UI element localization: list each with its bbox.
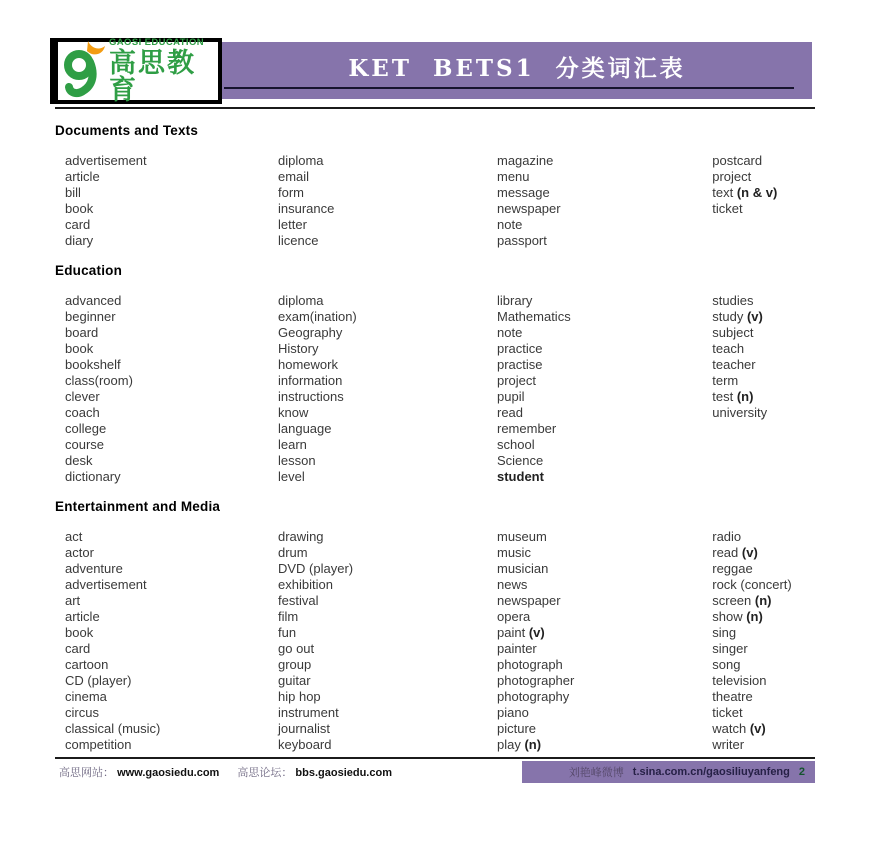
- word-item: board: [65, 325, 99, 340]
- word-item: level: [278, 469, 305, 484]
- word-item: drum: [278, 545, 308, 560]
- word-item: note: [497, 217, 523, 232]
- word-item: advertisement: [65, 577, 147, 592]
- word-item: course: [65, 437, 105, 452]
- word-item: magazine: [497, 153, 554, 168]
- page-footer: [55, 757, 815, 783]
- site-label: 高思网站：: [59, 767, 114, 779]
- word-item: play (n): [497, 737, 542, 752]
- word-column: [65, 293, 278, 485]
- word-item: competition: [65, 737, 132, 752]
- word-item: remember: [497, 421, 557, 436]
- section-title: Entertainment and Media: [55, 499, 221, 514]
- word-item: news: [497, 577, 528, 592]
- section-title: Education: [55, 263, 123, 278]
- word-column: [278, 529, 497, 753]
- logo-brand-cn: 高思教育: [109, 48, 196, 106]
- word-item: picture: [497, 721, 537, 736]
- title-underline: [224, 87, 794, 89]
- word-item: exhibition: [278, 577, 333, 592]
- word-item: read: [497, 405, 524, 420]
- word-item: advertisement: [65, 153, 147, 168]
- word-item: instructions: [278, 389, 344, 404]
- word-item: information: [278, 373, 343, 388]
- word-item: advanced: [65, 293, 122, 308]
- word-item: project: [497, 373, 537, 388]
- word-item: diploma: [278, 293, 324, 308]
- word-item: television: [712, 673, 767, 688]
- word-item: adventure: [65, 561, 123, 576]
- word-item: licence: [278, 233, 319, 248]
- word-item: drawing: [278, 529, 324, 544]
- word-item: writer: [712, 737, 745, 752]
- header-banner: [222, 42, 812, 99]
- logo-text: [109, 38, 214, 105]
- word-item: song: [712, 657, 741, 672]
- word-item: passport: [497, 233, 547, 248]
- word-column: [712, 293, 815, 485]
- word-item: DVD (player): [278, 561, 354, 576]
- word-item: screen (n): [712, 593, 772, 608]
- word-item: actor: [65, 545, 94, 560]
- word-column: [278, 293, 497, 485]
- word-item: teacher: [712, 357, 756, 372]
- word-item: read (v): [712, 545, 758, 560]
- word-item: exam(ination): [278, 309, 357, 324]
- gaosi-logo: [50, 38, 222, 104]
- word-item: photograph: [497, 657, 563, 672]
- word-item: book: [65, 201, 94, 216]
- word-item: musician: [497, 561, 549, 576]
- footer-weibo-box: [522, 761, 815, 783]
- word-item: project: [712, 169, 752, 184]
- word-item: piano: [497, 705, 529, 720]
- weibo-label: 刘艳峰微博: [568, 767, 624, 779]
- word-grid: [55, 153, 815, 249]
- word-item: newspaper: [497, 201, 561, 216]
- word-item: library: [497, 293, 533, 308]
- word-item: fun: [278, 625, 297, 640]
- word-column: [65, 153, 278, 249]
- word-item: book: [65, 341, 94, 356]
- word-item: art: [65, 593, 81, 608]
- word-item: subject: [712, 325, 754, 340]
- word-item: theatre: [712, 689, 753, 704]
- word-item: rock (concert): [712, 577, 792, 592]
- word-item: music: [497, 545, 531, 560]
- word-item: diary: [65, 233, 94, 248]
- word-item: cinema: [65, 689, 107, 704]
- word-item: CD (player): [65, 673, 132, 688]
- word-item: letter: [278, 217, 307, 232]
- word-item: act: [65, 529, 83, 544]
- word-item: insurance: [278, 201, 335, 216]
- word-item: singer: [712, 641, 748, 656]
- word-column: [497, 293, 712, 485]
- word-item: class(room): [65, 373, 133, 388]
- word-grid: [55, 529, 815, 753]
- word-column: [278, 153, 497, 249]
- word-item: ticket: [712, 705, 743, 720]
- word-item: dictionary: [65, 469, 121, 484]
- word-item: hip hop: [278, 689, 321, 704]
- word-item: festival: [278, 593, 319, 608]
- word-item: guitar: [278, 673, 311, 688]
- word-item: paint (v): [497, 625, 545, 640]
- footer-site: [59, 764, 219, 780]
- page-title: KET BETS1 分类词汇表: [348, 55, 686, 82]
- word-item: learn: [278, 437, 307, 452]
- word-item: Science: [497, 453, 544, 468]
- word-item: school: [497, 437, 535, 452]
- site-url: www.gaosiedu.com: [117, 767, 220, 779]
- word-item: Geography: [278, 325, 343, 340]
- word-item: article: [65, 609, 100, 624]
- word-item: book: [65, 625, 94, 640]
- word-item: instrument: [278, 705, 339, 720]
- word-item: clever: [65, 389, 100, 404]
- word-grid: [55, 293, 815, 485]
- word-item: group: [278, 657, 312, 672]
- word-item: practice: [497, 341, 543, 356]
- word-item: pupil: [497, 389, 525, 404]
- footer-links: [55, 759, 392, 780]
- word-item: classical (music): [65, 721, 161, 736]
- word-item: test (n): [712, 389, 754, 404]
- word-item: diploma: [278, 153, 324, 168]
- word-item: Mathematics: [497, 309, 571, 324]
- forum-url: bbs.gaosiedu.com: [295, 767, 392, 779]
- word-item: desk: [65, 453, 93, 468]
- word-item: sing: [712, 625, 737, 640]
- word-item: term: [712, 373, 739, 388]
- word-item: form: [278, 185, 304, 200]
- word-column: [497, 529, 712, 753]
- word-item: cartoon: [65, 657, 109, 672]
- word-item: message: [497, 185, 550, 200]
- word-column: [712, 153, 815, 249]
- logo-brand-en: GAOSI EDUCATION: [109, 36, 205, 48]
- word-item: know: [278, 405, 309, 420]
- word-item: menu: [497, 169, 530, 184]
- word-item: film: [278, 609, 299, 624]
- word-item: card: [65, 641, 91, 656]
- word-item: go out: [278, 641, 315, 656]
- word-item: photographer: [497, 673, 575, 688]
- word-item: language: [278, 421, 332, 436]
- word-column: [712, 529, 815, 753]
- word-item: opera: [497, 609, 531, 624]
- word-item: watch (v): [712, 721, 766, 736]
- vocab-section: [55, 263, 815, 485]
- word-item: show (n): [712, 609, 763, 624]
- footer-forum: [237, 764, 392, 780]
- word-item: lesson: [278, 453, 316, 468]
- word-item: article: [65, 169, 100, 184]
- word-item: postcard: [712, 153, 763, 168]
- word-item: keyboard: [278, 737, 332, 752]
- word-item: email: [278, 169, 310, 184]
- page-number: 2: [798, 766, 805, 778]
- word-item: university: [712, 405, 768, 420]
- word-item: newspaper: [497, 593, 561, 608]
- word-item: college: [65, 421, 107, 436]
- word-item: studies: [712, 293, 754, 308]
- word-item: homework: [278, 357, 338, 372]
- word-item: coach: [65, 405, 100, 420]
- word-item: beginner: [65, 309, 116, 324]
- word-item: radio: [712, 529, 742, 544]
- word-item: teach: [712, 341, 745, 356]
- word-column: [65, 529, 278, 753]
- vocab-section: [55, 499, 815, 753]
- word-item: card: [65, 217, 91, 232]
- word-item: note: [497, 325, 523, 340]
- forum-label: 高思论坛：: [237, 767, 293, 779]
- word-item: student: [497, 469, 544, 484]
- sections: [55, 107, 815, 753]
- word-item: painter: [497, 641, 537, 656]
- section-title: Documents and Texts: [55, 123, 199, 138]
- word-column: [497, 153, 712, 249]
- word-item: museum: [497, 529, 547, 544]
- word-item: photography: [497, 689, 570, 704]
- word-item: ticket: [712, 201, 743, 216]
- word-item: text (n & v): [712, 185, 778, 200]
- word-item: circus: [65, 705, 99, 720]
- vocab-section: [55, 123, 815, 249]
- weibo-url: t.sina.com.cn/gaosiliuyanfeng: [632, 766, 790, 778]
- word-item: study (v): [712, 309, 763, 324]
- word-item: bill: [65, 185, 81, 200]
- word-item: journalist: [278, 721, 331, 736]
- word-item: History: [278, 341, 319, 356]
- word-item: reggae: [712, 561, 753, 576]
- word-item: practise: [497, 357, 543, 372]
- word-item: bookshelf: [65, 357, 121, 372]
- gaosi-g-icon: [62, 40, 106, 103]
